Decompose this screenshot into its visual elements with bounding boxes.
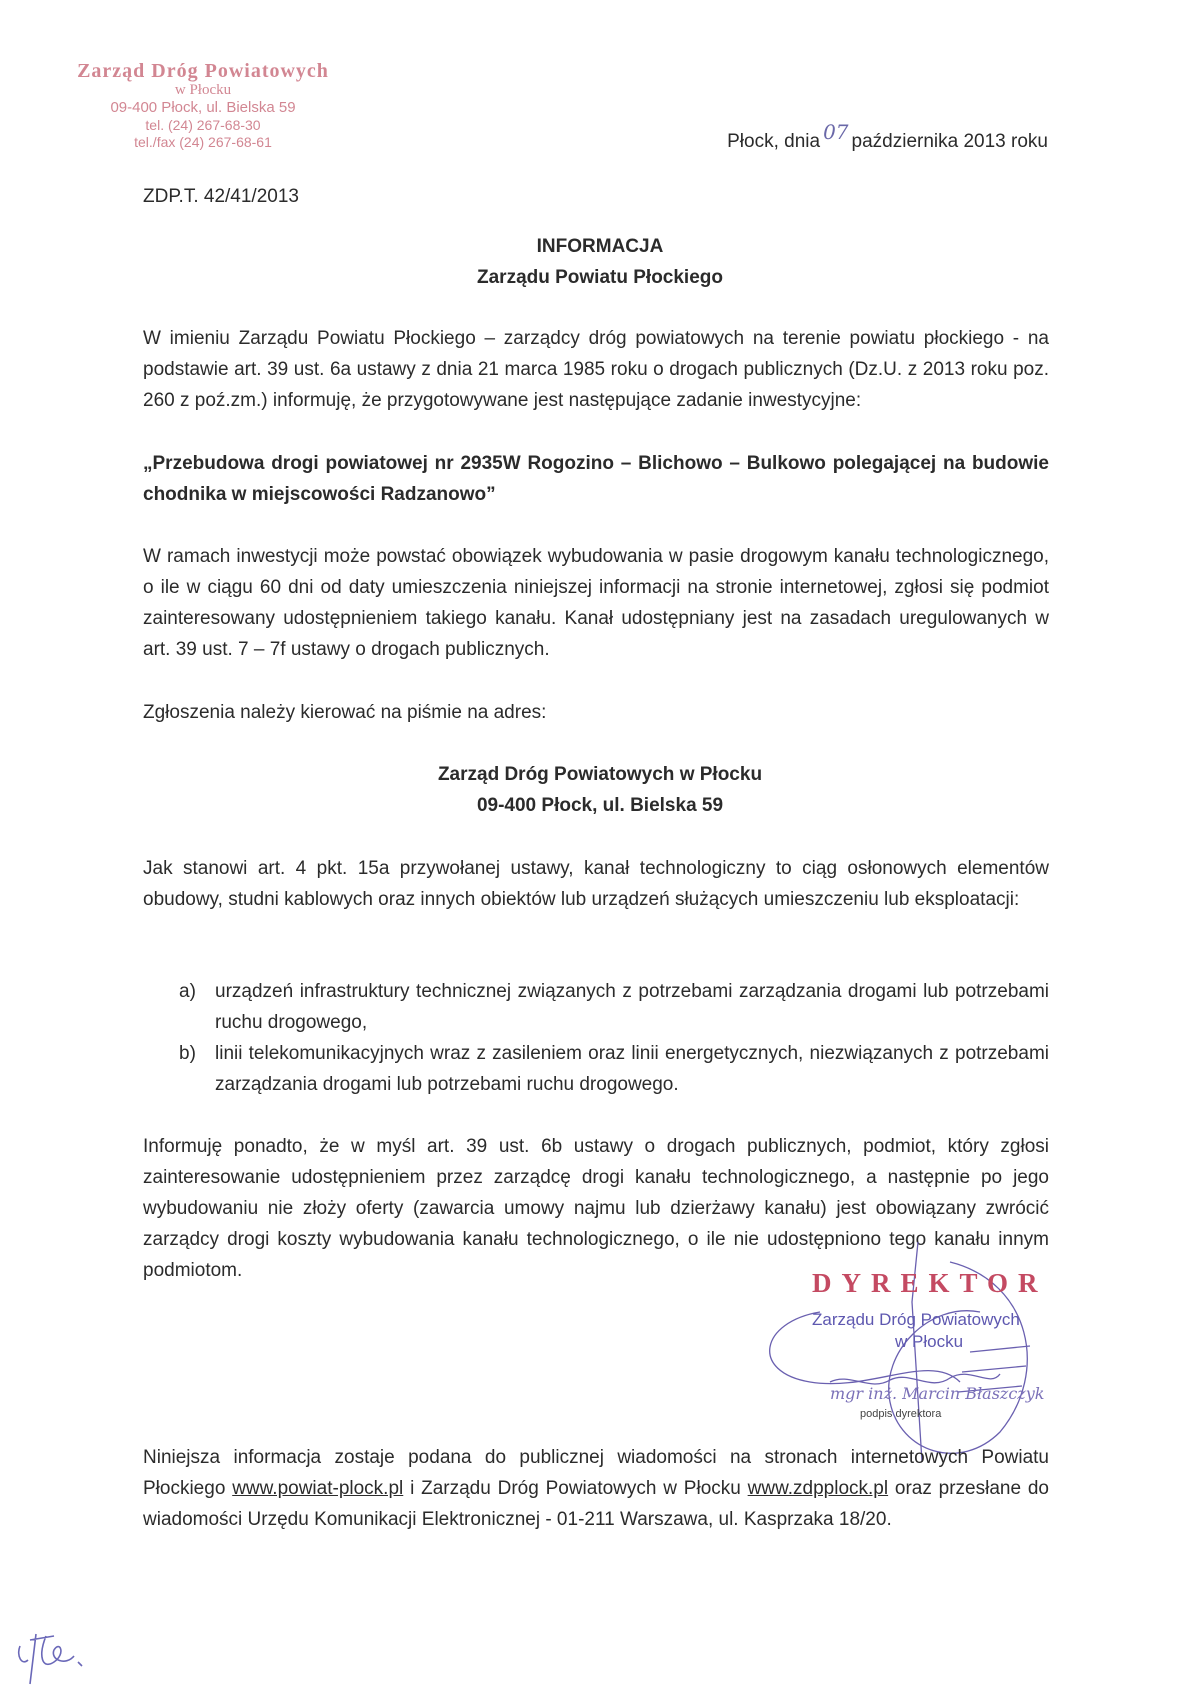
stamp-line-4: tel. (24) 267-68-30 [145, 117, 261, 133]
list-item [143, 976, 1049, 1038]
stamp-line-1: Zarząd Dróg Powiatowych [77, 60, 329, 82]
closing-text-3: oraz przesłane do wiadomości Urzędu Komunikacji Elektronicznej - 01-211 Warszawa, ul. Kasprzaka 18/20. [143, 1478, 1049, 1530]
date-suffix: października 2013 roku [851, 131, 1048, 152]
obligation-paragraph: W ramach inwestycji może powstać obowiązek wybudowania w pasie drogowym kanału technologicznego, o ile w ciągu 60 dni od daty umieszczenia niniejszej informacji na stronie internetowej, zgłosi się podmiot zainteresowany udostępnieniem takiego kanału. Kanał udostępniany jest na zasadach uregulowanych w art. 39 ust. 7 – 7f ustawy o drogach publicznych. [143, 546, 1049, 660]
director-signature-stamp [740, 1262, 1080, 1422]
signature-caption: podpis dyrektora [860, 1408, 942, 1420]
closing-text-2: i Zarządu Dróg Powiatowych w Płocku [403, 1478, 748, 1499]
intro-paragraph: W imieniu Zarządu Powiatu Płockiego – zarządcy dróg powiatowych na terenie powiatu płockiego - na podstawie art. 39 ust. 6a ustawy z dnia 21 marca 1985 roku o drogach publicznych (Dz.U. z 2013 roku poz. 260 z poź.zm.) informuję, że przygotowywane jest następujące zadanie inwestycyjne: [143, 328, 1049, 411]
document-date [727, 120, 1048, 153]
stamp-line-2: w Płocku [174, 82, 232, 98]
signature-org-line-1: Zarządu Dróg Powiatowych [812, 1310, 1020, 1329]
date-prefix: Płock, dnia [727, 131, 821, 152]
definition-paragraph: Jak stanowi art. 4 pkt. 15a przywołanej ustawy, kanał technologiczny to ciąg osłonowych elementów obudowy, studni kablowych oraz innych obiektów lub urządzeń służących umieszczeniu lub eksploatacji: [143, 858, 1049, 910]
definition-list [143, 976, 1049, 1100]
document-title: INFORMACJA [536, 236, 664, 257]
submissions-paragraph: Zgłoszenia należy kierować na piśmie na adres: [143, 702, 547, 723]
date-day-handwritten: 07 [823, 120, 849, 144]
project-name: „Przebudowa drogi powiatowej nr 2935W Rogozino – Blichowo – Bulkowo polegającej na budowie chodnika w miejscowości Radzanowo” [143, 453, 1049, 505]
list-item-text: linii telekomunikacyjnych wraz z zasileniem oraz linii energetycznych, niezwiązanych z potrzebami zarządzania drogami lub potrzebami ruchu drogowego. [215, 1043, 1049, 1095]
signature-org-line-2: w Płocku [895, 1332, 964, 1351]
powiat-plock-link[interactable]: www.powiat-plock.pl [232, 1478, 404, 1499]
address-line-1: Zarząd Dróg Powiatowych w Płocku [437, 764, 763, 785]
closing-paragraph [143, 1442, 1049, 1535]
stamp-line-3: 09-400 Płock, ul. Bielska 59 [110, 99, 296, 116]
reference-number: ZDP.T. 42/41/2013 [143, 186, 299, 207]
further-paragraph: Informuję ponadto, że w myśl art. 39 ust. 6b ustawy o drogach publicznych, podmiot, który zgłosi zainteresowanie udostępnieniem przez zarządcę drogi kanału technologicznego, a następnie po jego wybudowaniu nie złoży oferty (zawarcia umowy najmu lub dzierżawy kanału) jest obowiązany zwrócić zarządcy drogi koszty wybudowania kanału technologicznego, o ile nie udostępniono tego kanału innym podmiotom. [143, 1136, 1049, 1281]
signature-title: DYREKTOR [812, 1268, 1048, 1298]
closing-text-1: Niniejsza informacja zostaje podana do publicznej wiadomości na stronach internetowych Powiatu Płockiego [143, 1447, 1049, 1499]
list-item-text: urządzeń infrastruktury technicznej związanych z potrzebami zarządzania drogami lub potrzebami ruchu drogowego, [215, 981, 1049, 1033]
document-subtitle: Zarządu Powiatu Płockiego [477, 267, 723, 288]
zdpplock-link[interactable]: www.zdpplock.pl [747, 1478, 889, 1499]
address-line-2: 09-400 Płock, ul. Bielska 59 [476, 795, 724, 816]
stamp-line-5: tel./fax (24) 267-68-61 [134, 134, 272, 150]
office-stamp [58, 60, 348, 151]
list-item [143, 1038, 1049, 1100]
handwritten-initials-icon [8, 1626, 98, 1686]
list-marker: b) [179, 1043, 196, 1064]
list-marker: a) [179, 981, 196, 1002]
signature-name: mgr inż. Marcin Błaszczyk [830, 1384, 1045, 1403]
